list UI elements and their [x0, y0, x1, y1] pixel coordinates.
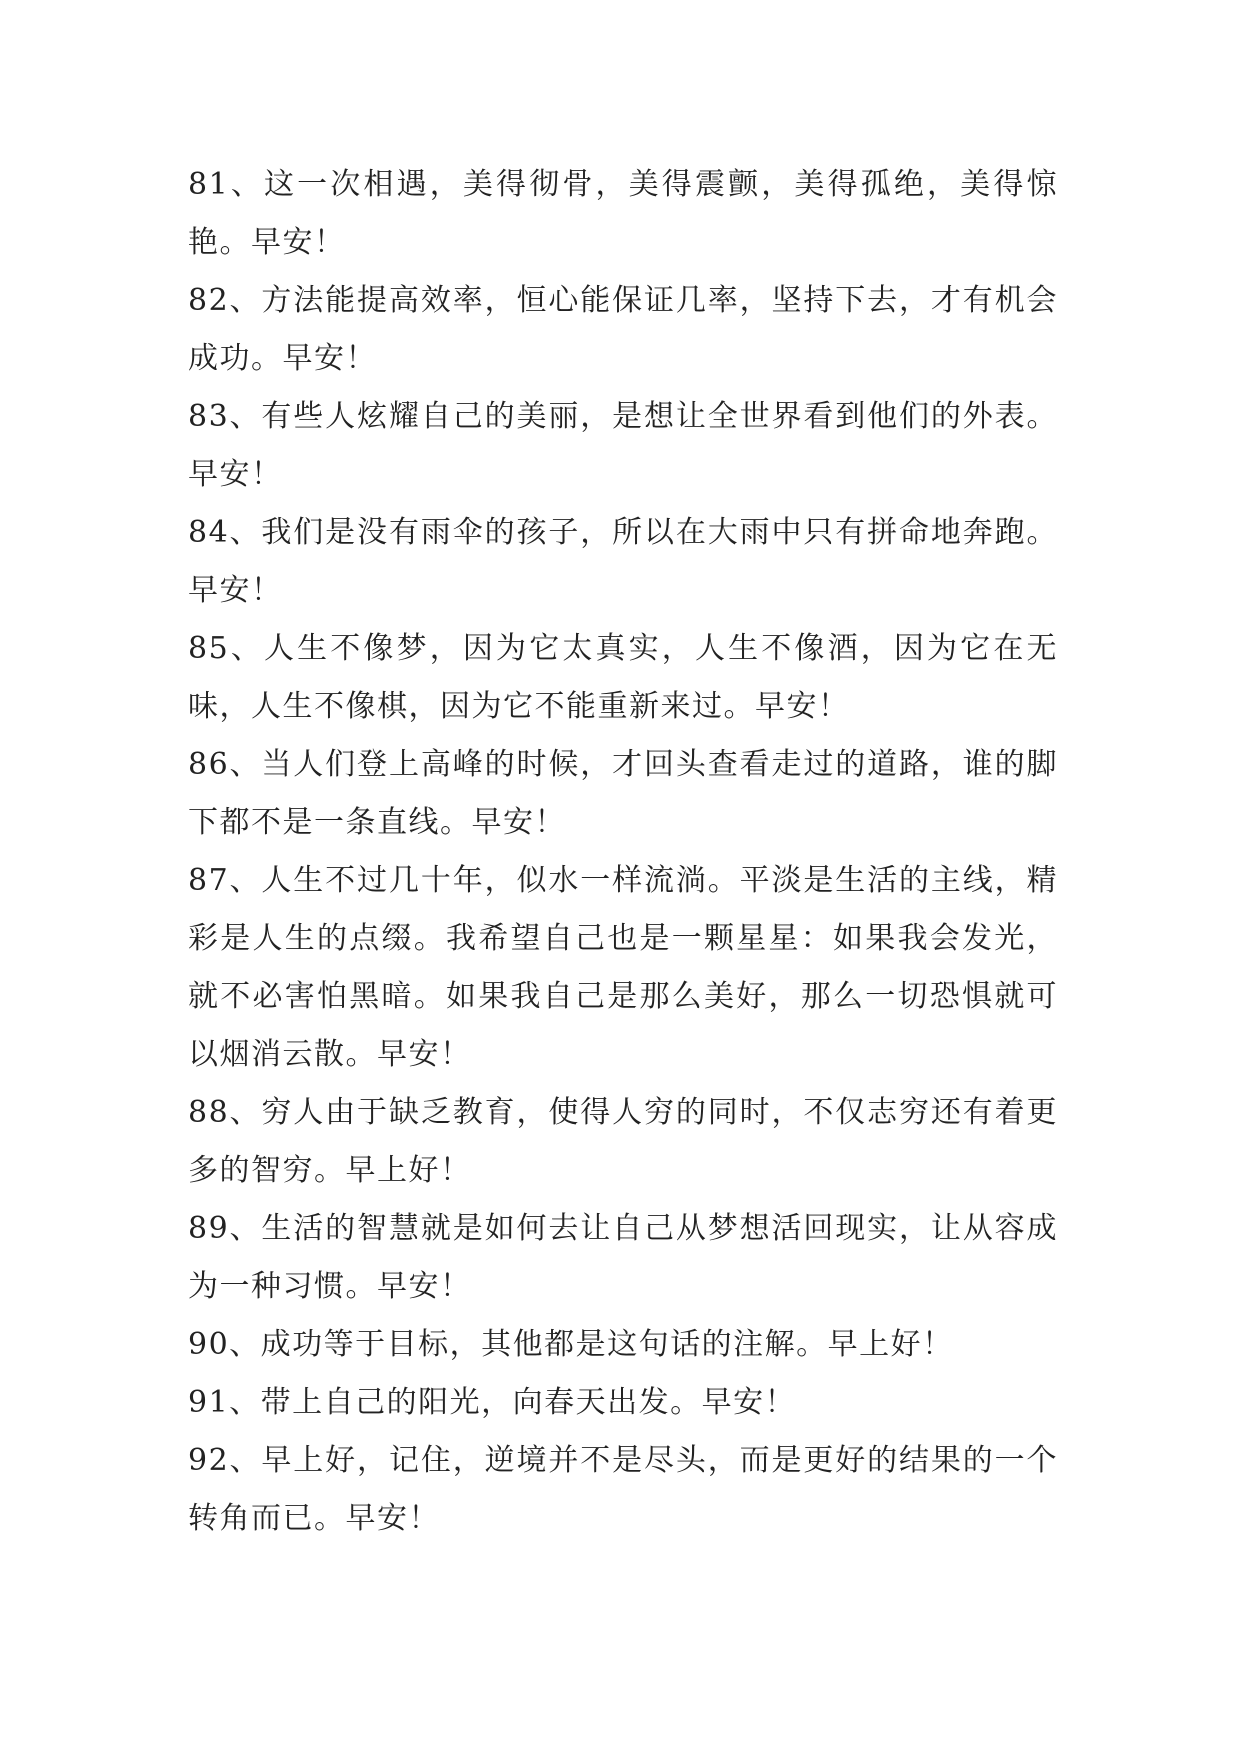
paragraph-85: 85、人生不像梦，因为它太真实，人生不像酒，因为它在无味，人生不像棋，因为它不能重新来过。早安！ [188, 631, 1058, 724]
paragraph-87: 87、人生不过几十年，似水一样流淌。平淡是生活的主线，精彩是人生的点缀。我希望自己也是一颗星星：如果我会发光，就不必害怕黑暗。如果我自己是那么美好，那么一切恐惧就可以烟消云散。早安！ [188, 863, 1058, 1072]
paragraph-89: 89、生活的智慧就是如何去让自己从梦想活回现实，让从容成为一种习惯。早安！ [188, 1211, 1058, 1304]
paragraph-83: 83、有些人炫耀自己的美丽，是想让全世界看到他们的外表。早安！ [188, 399, 1058, 492]
document-page [188, 156, 1058, 1548]
paragraph-81: 81、这一次相遇，美得彻骨，美得震颤，美得孤绝，美得惊艳。早安！ [188, 167, 1058, 260]
paragraph-82: 82、方法能提高效率，恒心能保证几率，坚持下去，才有机会成功。早安！ [188, 283, 1058, 376]
paragraph-90: 90、成功等于目标，其他都是这句话的注解。早上好！ [188, 1327, 954, 1362]
paragraph-92: 92、早上好，记住，逆境并不是尽头，而是更好的结果的一个转角而已。早安！ [188, 1443, 1058, 1536]
paragraph-88: 88、穷人由于缺乏教育，使得人穷的同时，不仅志穷还有着更多的智穷。早上好！ [188, 1095, 1058, 1188]
paragraph-86: 86、当人们登上高峰的时候，才回头查看走过的道路，谁的脚下都不是一条直线。早安！ [188, 747, 1058, 840]
paragraph-91: 91、带上自己的阳光，向春天出发。早安！ [188, 1385, 797, 1420]
paragraph-84: 84、我们是没有雨伞的孩子，所以在大雨中只有拼命地奔跑。早安！ [188, 515, 1058, 608]
